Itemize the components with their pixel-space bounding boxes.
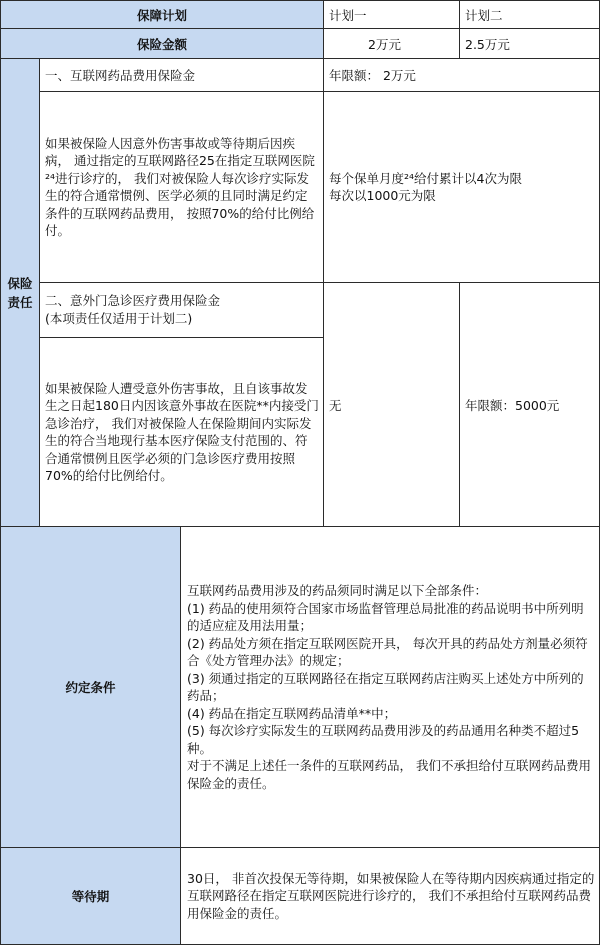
amount-label: 保险金额 <box>0 28 324 59</box>
item2-title: 二、意外门急诊医疗费用保险金 (本项责任仅适用于计划二) <box>39 282 324 338</box>
item2-plan1-value: 无 <box>323 282 460 527</box>
plan2-header: 计划二 <box>459 0 600 29</box>
plan2-amount: 2.5万元 <box>459 28 600 59</box>
item1-rule: 每个保单月度²⁴给付累计以4次为限 每次以1000元为限 <box>323 91 600 283</box>
item1-title: 一、互联网药品费用保险金 <box>39 58 324 92</box>
conditions-text: 互联网药品费用涉及的药品须同时满足以下全部条件： (1) 药品的使用须符合国家市场监督管理总局批准的药品说明书中所列明的适应症及用法用量； (2) 药品处方须在指定互联网医院开具， 每次开具的药品处方剂量必须符合《处方管理办法》的规定； (3) 须通过指定的互联网路径在指定互联网药店注购买上述处方中所列的药品； (4) 药品在指定互联网药品清单**中； (5) 每次诊疗实际发生的互联网药品费用涉及的药品通用名种类不超过5种。 对于不满足上述任一条件的互联网药品， 我们不承担给付互联网药品费用保险金的责任。 <box>180 526 600 848</box>
item2-plan2-value: 年限额：5000元 <box>459 282 600 527</box>
plan1-amount: 2万元 <box>323 28 460 59</box>
plan-header-label: 保障计划 <box>0 0 324 29</box>
waiting-label: 等待期 <box>0 847 181 945</box>
waiting-text: 30日， 非首次投保无等待期，如果被保险人在等待期内因疾病通过指定的互联网路径在指定互联网医院进行诊疗的， 我们不承担给付互联网药品费用保险金的责任。 <box>180 847 600 945</box>
responsibility-label: 保险 责任 <box>0 58 40 527</box>
item2-description: 如果被保险人遭受意外伤害事故，且自该事故发生之日起180日内因该意外事故在医院**内接受门急诊治疗， 我们对被保险人在保险期间内实际发生的符合当地现行基本医疗保险支付范围的、符合通常惯例且医学必须的门急诊医疗费用按照70%的给付比例给付。 <box>39 337 324 527</box>
plan1-header: 计划一 <box>323 0 460 29</box>
item1-description: 如果被保险人因意外伤害事故或等待期后因疾病， 通过指定的互联网路径25在指定互联网医院²⁴进行诊疗的， 我们对被保险人每次诊疗实际发生的符合通常惯例、医学必须的且同时满足约定条件的互联网药品费用， 按照70%的给付比例给付。 <box>39 91 324 283</box>
item1-limit: 年限额： 2万元 <box>323 58 600 92</box>
conditions-label: 约定条件 <box>0 526 181 848</box>
